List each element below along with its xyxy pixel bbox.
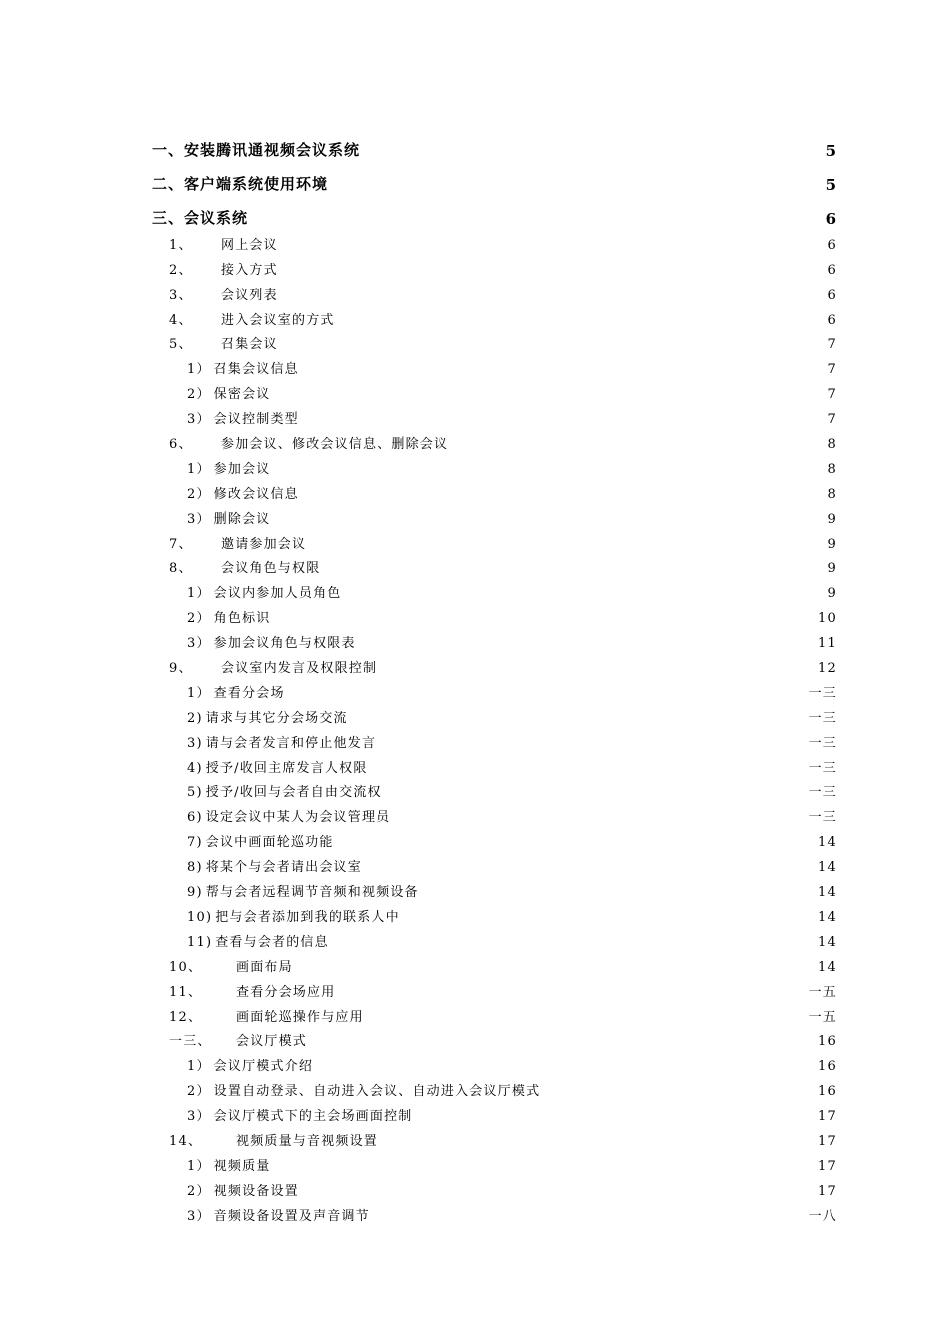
toc-entry-number: 8、: [169, 561, 193, 577]
toc-entry-page: 6: [825, 210, 837, 228]
toc-entry-number: 2）: [187, 387, 211, 403]
toc-entry-number: 7、: [169, 536, 193, 552]
toc-entry[interactable]: [152, 377, 837, 402]
toc-entry-title: 设定会议中某人为会议管理员: [205, 810, 391, 826]
toc-entry-title: 查看与会者的信息: [215, 934, 329, 950]
toc-entry[interactable]: [152, 527, 837, 552]
toc-entry[interactable]: [152, 402, 837, 427]
toc-entry-page: 8: [827, 437, 837, 453]
toc-entry[interactable]: [152, 825, 837, 850]
toc-entry[interactable]: [152, 726, 837, 751]
toc-entry-page: 一八: [808, 1208, 837, 1224]
toc-entry-title: 参加会议角色与权限表: [213, 636, 356, 652]
toc-entry-title: 把与会者添加到我的联系人中: [215, 909, 400, 925]
toc-entry-number: 8): [187, 860, 203, 876]
toc-entry-title: 视频质量: [213, 1158, 271, 1174]
toc-entry-page: 17: [818, 1158, 837, 1174]
toc-entry[interactable]: [152, 701, 837, 726]
toc-entry-title: 查看分会场: [213, 685, 285, 701]
toc-entry[interactable]: [152, 253, 837, 278]
toc-entry-number: 1）: [187, 1158, 211, 1174]
toc-entry[interactable]: [152, 1199, 837, 1224]
toc-entry[interactable]: [152, 576, 837, 601]
toc-entry[interactable]: [152, 676, 837, 701]
toc-entry-title: 会议角色与权限: [221, 561, 321, 577]
toc-entry[interactable]: [152, 160, 837, 194]
toc-entry-title: 会议中画面轮巡功能: [205, 835, 334, 851]
toc-entry[interactable]: [152, 352, 837, 377]
toc-entry-title: 会议列表: [221, 287, 278, 303]
toc-entry-page: 14: [818, 934, 837, 950]
toc-entry-page: 9: [827, 511, 837, 527]
toc-entry-number: 11): [187, 934, 213, 950]
toc-entry[interactable]: [152, 303, 837, 328]
toc-entry-page: 16: [818, 1059, 837, 1075]
toc-entry-number: 2）: [187, 611, 211, 627]
toc-entry-page: 一三: [808, 735, 837, 751]
toc-entry-page: 一三: [808, 710, 837, 726]
toc-entry-number: 3）: [187, 511, 211, 527]
toc-entry[interactable]: [152, 975, 837, 1000]
toc-entry-title: 会议系统: [184, 209, 249, 227]
toc-entry-number: 3）: [187, 1208, 211, 1224]
toc-entry-number: 2、: [169, 262, 193, 278]
toc-entry-page: 5: [825, 142, 837, 160]
toc-entry-number: 一三、: [169, 1034, 212, 1050]
toc-entry[interactable]: [152, 751, 837, 776]
toc-entry-page: 一五: [808, 1009, 837, 1025]
toc-entry-page: 9: [827, 586, 837, 602]
toc-entry[interactable]: [152, 126, 837, 160]
toc-entry-page: 一三: [808, 810, 837, 826]
toc-entry-title: 参加会议: [213, 461, 271, 477]
toc-entry-title: 召集会议: [221, 337, 278, 353]
toc-entry-page: 9: [827, 536, 837, 552]
toc-entry-page: 14: [818, 835, 837, 851]
toc-entry-title: 查看分会场应用: [236, 984, 336, 1000]
toc-entry-number: 4、: [169, 312, 193, 328]
toc-entry-number: 4): [187, 760, 203, 776]
toc-entry[interactable]: [152, 1074, 837, 1099]
toc-entry-title: 授予/收回主席发言人权限: [205, 760, 368, 776]
toc-entry-page: 17: [818, 1109, 837, 1125]
toc-entry-page: 6: [827, 287, 837, 303]
toc-entry-number: 3、: [169, 287, 193, 303]
toc-entry-page: 7: [827, 362, 837, 378]
toc-entry-title: 修改会议信息: [213, 486, 299, 502]
toc-entry-page: 11: [818, 636, 837, 652]
toc-entry-title: 请与会者发言和停止他发言: [205, 735, 377, 751]
toc-entry-page: 6: [827, 237, 837, 253]
toc-entry-title: 视频设备设置: [213, 1183, 299, 1199]
toc-entry-title: 参加会议、修改会议信息、删除会议: [221, 437, 449, 453]
toc-entry[interactable]: [152, 800, 837, 825]
toc-entry[interactable]: [152, 776, 837, 801]
toc-entry-number: 11、: [169, 984, 203, 1000]
toc-entry-title: 客户端系统使用环境: [184, 175, 329, 193]
toc-entry-number: 2）: [187, 486, 211, 502]
toc-entry[interactable]: [152, 1000, 837, 1025]
toc-entry-number: 1）: [187, 362, 211, 378]
toc-entry-title: 授予/收回与会者自由交流权: [205, 785, 382, 801]
toc-entry-number: 3): [187, 735, 203, 751]
table-of-contents: [152, 126, 837, 1224]
toc-entry-title: 网上会议: [221, 237, 278, 253]
toc-entry[interactable]: [152, 601, 837, 626]
toc-entry-page: 5: [825, 176, 837, 194]
toc-entry-number: 9、: [169, 661, 193, 677]
toc-entry-number: 2): [187, 710, 203, 726]
toc-entry-page: 7: [827, 412, 837, 428]
toc-entry[interactable]: [152, 1099, 837, 1124]
toc-entry-number: 10): [187, 909, 213, 925]
toc-entry-title: 将某个与会者请出会议室: [205, 860, 362, 876]
toc-entry-title: 会议厅模式介绍: [213, 1059, 314, 1075]
toc-entry-page: 8: [827, 486, 837, 502]
toc-entry-title: 角色标识: [213, 611, 271, 627]
toc-entry[interactable]: [152, 278, 837, 303]
toc-entry[interactable]: [152, 427, 837, 452]
toc-entry[interactable]: [152, 925, 837, 950]
toc-entry-number: 3）: [187, 636, 211, 652]
toc-entry-page: 一三: [808, 685, 837, 701]
toc-entry-title: 保密会议: [213, 387, 271, 403]
toc-entry-number: 3）: [187, 412, 211, 428]
toc-entry-page: 12: [818, 661, 837, 677]
toc-entry-title: 进入会议室的方式: [221, 312, 335, 328]
toc-entry-page: 14: [818, 909, 837, 925]
toc-entry-number: 二、: [152, 175, 185, 193]
toc-entry-number: 2）: [187, 1183, 211, 1199]
toc-entry[interactable]: [152, 1025, 837, 1050]
toc-entry[interactable]: [152, 477, 837, 502]
toc-entry-page: 9: [827, 561, 837, 577]
toc-entry-page: 一五: [808, 984, 837, 1000]
toc-entry-page: 16: [818, 1084, 837, 1100]
toc-entry-page: 10: [818, 611, 837, 627]
toc-entry-title: 删除会议: [213, 511, 271, 527]
toc-entry-title: 设置自动登录、自动进入会议、自动进入会议厅模式: [213, 1084, 541, 1100]
toc-entry-title: 安装腾讯通视频会议系统: [184, 141, 361, 159]
toc-entry-number: 1）: [187, 685, 211, 701]
toc-entry-number: 5): [187, 785, 203, 801]
toc-entry[interactable]: [152, 900, 837, 925]
toc-entry-title: 会议控制类型: [213, 412, 299, 428]
toc-entry-number: 7): [187, 835, 203, 851]
toc-entry-title: 会议厅模式: [236, 1034, 308, 1050]
toc-entry[interactable]: [152, 328, 837, 353]
toc-entry-page: 6: [827, 262, 837, 278]
toc-entry-title: 邀请参加会议: [221, 536, 307, 552]
toc-entry-number: 1）: [187, 1059, 211, 1075]
toc-entry-title: 会议厅模式下的主会场画面控制: [213, 1109, 413, 1125]
toc-entry[interactable]: [152, 1049, 837, 1074]
toc-entry-number: 三、: [152, 209, 185, 227]
toc-entry[interactable]: [152, 194, 837, 228]
toc-entry-page: 14: [818, 885, 837, 901]
toc-entry-number: 6): [187, 810, 203, 826]
toc-entry[interactable]: [152, 502, 837, 527]
toc-entry[interactable]: [152, 452, 837, 477]
toc-entry-page: 17: [818, 1183, 837, 1199]
toc-entry-title: 画面轮巡操作与应用: [236, 1009, 364, 1025]
toc-entry-page: 一三: [808, 760, 837, 776]
toc-entry-number: 一、: [152, 141, 185, 159]
toc-entry-title: 视频质量与音视频设置: [236, 1133, 379, 1149]
toc-entry[interactable]: [152, 651, 837, 676]
toc-entry-title: 会议内参加人员角色: [213, 586, 342, 602]
toc-entry-title: 会议室内发言及权限控制: [221, 661, 378, 677]
toc-entry-page: 7: [827, 337, 837, 353]
toc-entry-title: 请求与其它分会场交流: [205, 710, 348, 726]
toc-entry-page: 7: [827, 387, 837, 403]
toc-entry-number: 5、: [169, 337, 193, 353]
toc-entry-page: 14: [818, 860, 837, 876]
toc-entry-number: 3）: [187, 1109, 211, 1125]
toc-entry-number: 1、: [169, 237, 193, 253]
toc-entry-title: 画面布局: [236, 959, 293, 975]
toc-entry[interactable]: [152, 850, 837, 875]
toc-entry-number: 9): [187, 885, 203, 901]
toc-entry[interactable]: [152, 950, 837, 975]
toc-entry-number: 6、: [169, 437, 193, 453]
toc-entry-page: 16: [818, 1034, 837, 1050]
toc-entry-number: 2）: [187, 1084, 211, 1100]
toc-entry-number: 12、: [169, 1009, 203, 1025]
toc-entry-page: 6: [827, 312, 837, 328]
toc-entry[interactable]: [152, 228, 837, 253]
toc-entry[interactable]: [152, 875, 837, 900]
toc-entry-number: 14、: [169, 1133, 203, 1149]
toc-entry-title: 召集会议信息: [213, 362, 299, 378]
toc-entry-page: 一三: [808, 785, 837, 801]
toc-entry[interactable]: [152, 626, 837, 651]
toc-entry[interactable]: [152, 1174, 837, 1199]
toc-entry[interactable]: [152, 552, 837, 577]
toc-entry-title: 音频设备设置及声音调节: [213, 1208, 370, 1224]
toc-entry-page: 8: [827, 461, 837, 477]
toc-entry[interactable]: [152, 1124, 837, 1149]
toc-entry-title: 接入方式: [221, 262, 278, 278]
toc-entry-number: 10、: [169, 959, 203, 975]
toc-entry[interactable]: [152, 1149, 837, 1174]
toc-entry-number: 1）: [187, 461, 211, 477]
toc-entry-page: 14: [818, 959, 837, 975]
toc-entry-title: 帮与会者远程调节音频和视频设备: [205, 885, 419, 901]
toc-entry-page: 17: [818, 1133, 837, 1149]
toc-entry-number: 1）: [187, 586, 211, 602]
